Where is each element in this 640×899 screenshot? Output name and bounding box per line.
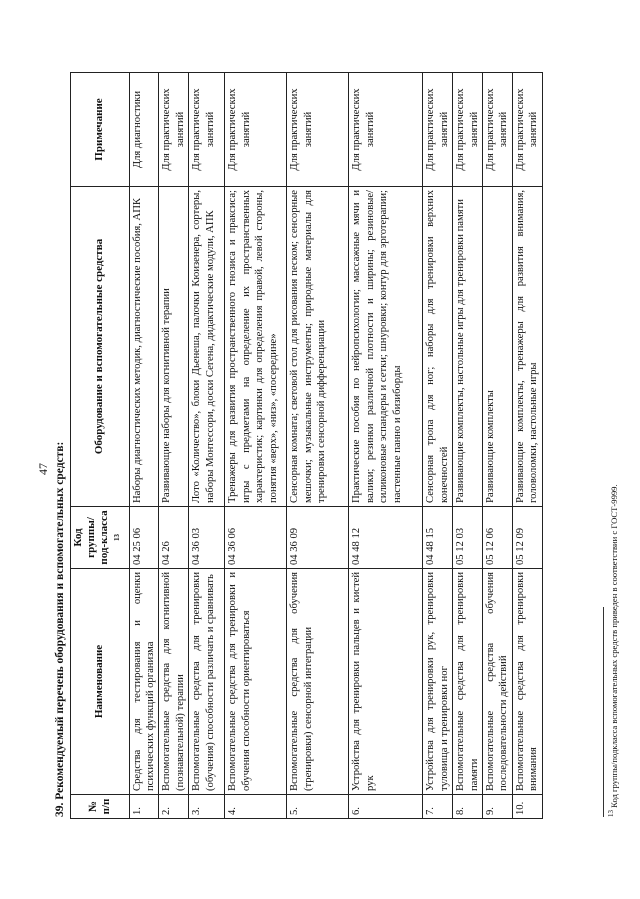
- cell-note: Для практических занятий: [349, 73, 423, 187]
- cell-name: Вспомогательные средства для обучения (тренировки) сенсорной интеграции: [287, 569, 349, 795]
- cell-name: Вспомогательные средства для тренировки (обучения) способности различать и сравнивать: [189, 569, 225, 795]
- cell-equipment: Наборы диагностических методик, диагностические пособия, АПК: [129, 187, 159, 507]
- cell-note: Для практических занятий: [482, 73, 512, 187]
- cell-note: Для практических занятий: [512, 73, 542, 187]
- cell-code: 05 12 09: [512, 507, 542, 569]
- cell-note: Для практических занятий: [423, 73, 453, 187]
- cell-num: 2.: [159, 795, 189, 819]
- header-equipment: Оборудование и вспомогательные средства: [71, 187, 130, 507]
- cell-equipment: Развивающие наборы для когнитивной терапии: [159, 187, 189, 507]
- cell-equipment: Практические пособия по нейропсихологии; массажные мячи и валики; резинки различной плотности и ширины; резиновые/силиконовые эспандеры и сетки; шнуровки; контур для эрготерапии; настенные панно и бизиборды: [349, 187, 423, 507]
- cell-num: 4.: [225, 795, 287, 819]
- table-row: [189, 73, 225, 819]
- cell-num: 8.: [453, 795, 483, 819]
- cell-num: 7.: [423, 795, 453, 819]
- cell-note: Для практических занятий: [159, 73, 189, 187]
- cell-name: Устройства для тренировки пальцев и кистей рук: [349, 569, 423, 795]
- cell-note: Для практических занятий: [453, 73, 483, 187]
- cell-note: Для практических занятий: [287, 73, 349, 187]
- cell-name: Вспомогательные средства для тренировки внимания: [512, 569, 542, 795]
- cell-name: Вспомогательные средства обучения последовательности действий: [482, 569, 512, 795]
- cell-code: 04 48 15: [423, 507, 453, 569]
- cell-equipment: Тренажеры для развития пространственного гнозиса и праксиса; игры с предметами на определение их пространственных характеристик; картинки для определения правой, левой стороны, понятия «верх», «низ», «посередине»: [225, 187, 287, 507]
- header-code: Код группы/под-класса $^{13}$: [71, 507, 130, 569]
- header-note: Примечание: [71, 73, 130, 187]
- footnote-ref: 13: [113, 534, 121, 541]
- header-num: № п/п: [71, 795, 130, 819]
- cell-code: 04 36 09: [287, 507, 349, 569]
- footnote-divider: [603, 607, 604, 817]
- cell-equipment: Развивающие комплекты, настольные игры для тренировки памяти: [453, 187, 483, 507]
- footnote-text: Код группы/подкласса вспомогательных средств приведен в соответствии с ГОСТ-9999.: [608, 484, 619, 808]
- cell-name: Вспомогательные средства для тренировки и обучения способности ориентироваться: [225, 569, 287, 795]
- cell-code: 04 48 12: [349, 507, 423, 569]
- equipment-table: [70, 72, 543, 819]
- table-row: [423, 73, 453, 819]
- table-header-row: [71, 73, 130, 819]
- cell-code: 04 36 03: [189, 507, 225, 569]
- cell-code: 05 12 03: [453, 507, 483, 569]
- cell-equipment: Сенсорная комната; световой стол для рисования песком; сенсорные мешочки; музыкальные инструменты; природные материалы для тренировки сенсорной дифференциации: [287, 187, 349, 507]
- cell-note: Для диагностики: [129, 73, 159, 187]
- cell-code: 04 25 06: [129, 507, 159, 569]
- cell-num: 3.: [189, 795, 225, 819]
- table-row: [349, 73, 423, 819]
- table-row: [512, 73, 542, 819]
- cell-num: 9.: [482, 795, 512, 819]
- table-row: [129, 73, 159, 819]
- cell-num: 6.: [349, 795, 423, 819]
- cell-equipment: Развивающие комплекты: [482, 187, 512, 507]
- cell-code: 04 36 06: [225, 507, 287, 569]
- header-name: Наименование: [71, 569, 130, 795]
- cell-equipment: Лото «Количество», блоки Дьенеша, палочки Кюизенера, сортеры, наборы Монтессори, доски Сегена, дидактические модули, АПК: [189, 187, 225, 507]
- table-row: [453, 73, 483, 819]
- footnote-mark: 13: [607, 810, 615, 817]
- section-heading: 39. Рекомендуемый перечень оборудования и вспомогательных средств:: [54, 441, 66, 817]
- cell-num: 5.: [287, 795, 349, 819]
- cell-name: Вспомогательные средства для когнитивной (познавательной) терапии: [159, 569, 189, 795]
- table-row: [482, 73, 512, 819]
- cell-name: Устройства для тренировки рук, тренировки туловища и тренировки ног: [423, 569, 453, 795]
- page-number: 47: [36, 463, 50, 475]
- cell-note: Для практических занятий: [225, 73, 287, 187]
- cell-name: Вспомогательные средства для тренировки памяти: [453, 569, 483, 795]
- cell-equipment: Развивающие комплекты, тренажеры для развития внимания, головоломки, настольные игры: [512, 187, 542, 507]
- cell-code: 05 12 06: [482, 507, 512, 569]
- table-row: [287, 73, 349, 819]
- cell-note: Для практических занятий: [189, 73, 225, 187]
- table-row: [225, 73, 287, 819]
- table-row: [159, 73, 189, 819]
- footnote: [607, 484, 619, 817]
- cell-name: Средства для тестирования и оценки психических функций организма: [129, 569, 159, 795]
- cell-num: 1.: [129, 795, 159, 819]
- cell-num: 10.: [512, 795, 542, 819]
- cell-code: 04 26: [159, 507, 189, 569]
- cell-equipment: Сенсорная тропа для ног; наборы для тренировки верхних конечностей: [423, 187, 453, 507]
